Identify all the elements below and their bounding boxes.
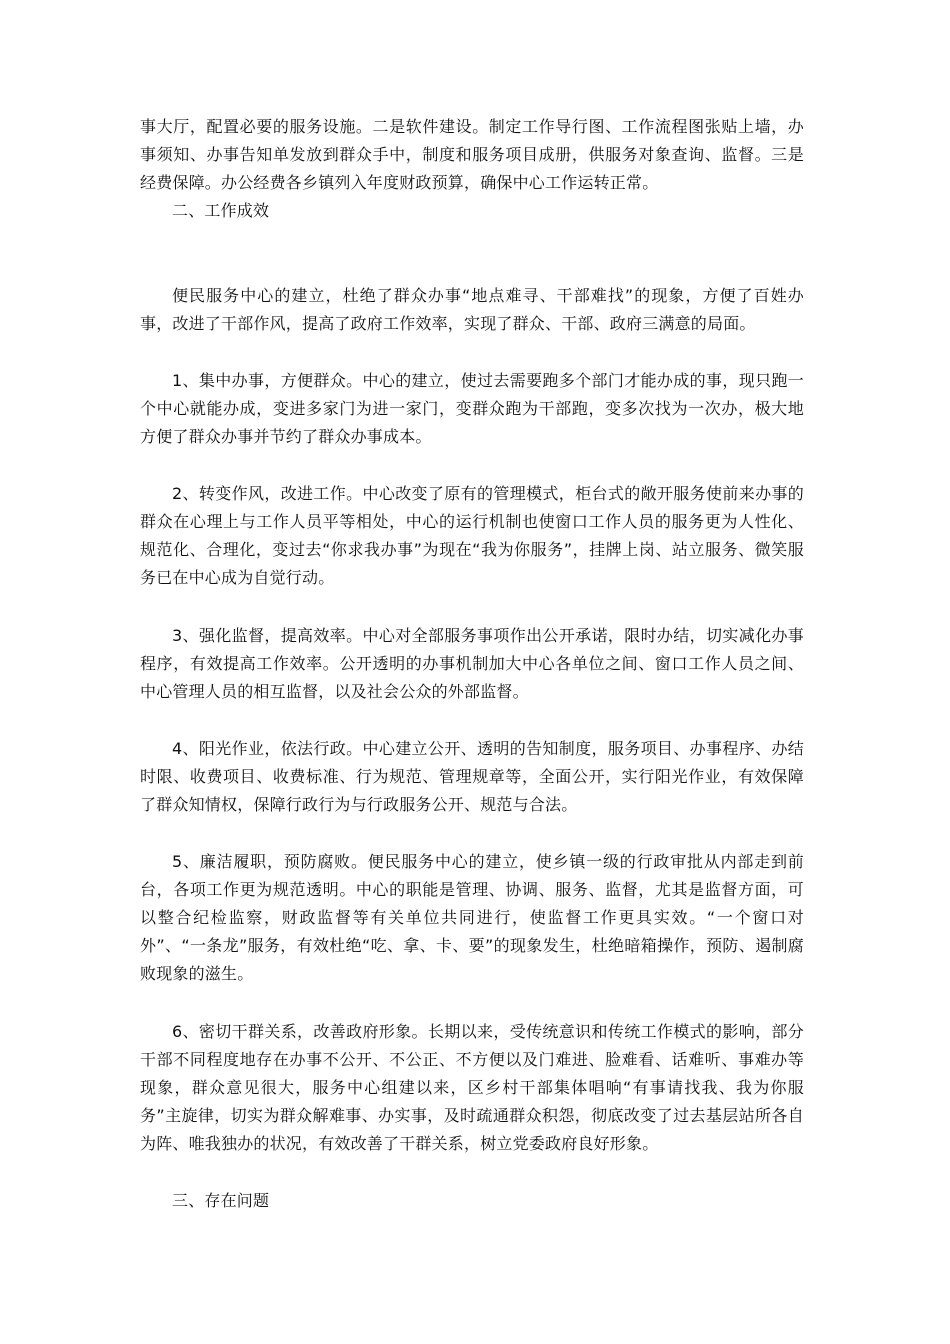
paragraph-item-1: 1、集中办事，方便群众。中心的建立，使过去需要跑多个部门才能办成的事，现只跑一个中心就能办成，变进多家门为进一家门，变群众跑为干部跑，变多次找为一次办，极大地方便了群众办事并节约了群众办事成本。	[140, 371, 804, 446]
paragraph-results-intro: 便民服务中心的建立，杜绝了群众办事“地点难寻、干部难找”的现象，方便了百姓办事，改进了干部作风，提高了政府工作效率，实现了群众、干部、政府三满意的局面。	[140, 286, 804, 333]
paragraph-item-4: 4、阳光作业，依法行政。中心建立公开、透明的告知制度，服务项目、办事程序、办结时限、收费项目、收费标准、行为规范、管理规章等，全面公开，实行阳光作业，有效保障了群众知情权，保障行政行为与行政服务公开、规范与合法。	[140, 739, 804, 814]
section-heading-problems: 三、存在问题	[172, 1191, 270, 1210]
paragraph-item-2: 2、转变作风，改进工作。中心改变了原有的管理模式，柜台式的敞开服务使前来办事的群众在心理上与工作人员平等相处，中心的运行机制也使窗口工作人员的服务更为人性化、规范化、合理化，变过去“你求我办事”为现在“我为你服务”，挂牌上岗、站立服务、微笑服务已在中心成为自觉行动。	[140, 484, 804, 587]
paragraph-item-3: 3、强化监督，提高效率。中心对全部服务事项作出公开承诺，限时办结，切实减化办事程序，有效提高工作效率。公开透明的办事机制加大中心各单位之间、窗口工作人员之间、中心管理人员的相互监督，以及社会公众的外部监督。	[140, 626, 804, 701]
paragraph-continuation: 事大厅，配置必要的服务设施。二是软件建设。制定工作导行图、工作流程图张贴上墙，办事须知、办事告知单发放到群众手中，制度和服务项目成册，供服务对象查询、监督。三是经费保障。办公经费各乡镇列入年度财政预算，确保中心工作运转正常。	[140, 117, 804, 192]
paragraph-item-5: 5、廉洁履职，预防腐败。便民服务中心的建立，使乡镇一级的行政审批从内部走到前台，各项工作更为规范透明。中心的职能是管理、协调、服务、监督，尤其是监督方面，可以整合纪检监察，财政监督等有关单位共同进行，使监督工作更具实效。“一个窗口对外”、“一条龙”服务，有效杜绝“吃、拿、卡、要”的现象发生，杜绝暗箱操作，预防、遏制腐败现象的滋生。	[140, 852, 804, 983]
paragraph-item-6: 6、密切干群关系，改善政府形象。长期以来，受传统意识和传统工作模式的影响，部分干部不同程度地存在办事不公开、不公正、不方便以及门难进、脸难看、话难听、事难办等现象，群众意见很大，服务中心组建以来，区乡村干部集体唱响“有事请找我、我为你服务”主旋律，切实为群众解难事、办实事，及时疏通群众积怨，彻底改变了过去基层站所各自为阵、唯我独办的状况，有效改善了干群关系，树立党委政府良好形象。	[140, 1022, 804, 1153]
section-heading-results: 二、工作成效	[172, 201, 270, 220]
